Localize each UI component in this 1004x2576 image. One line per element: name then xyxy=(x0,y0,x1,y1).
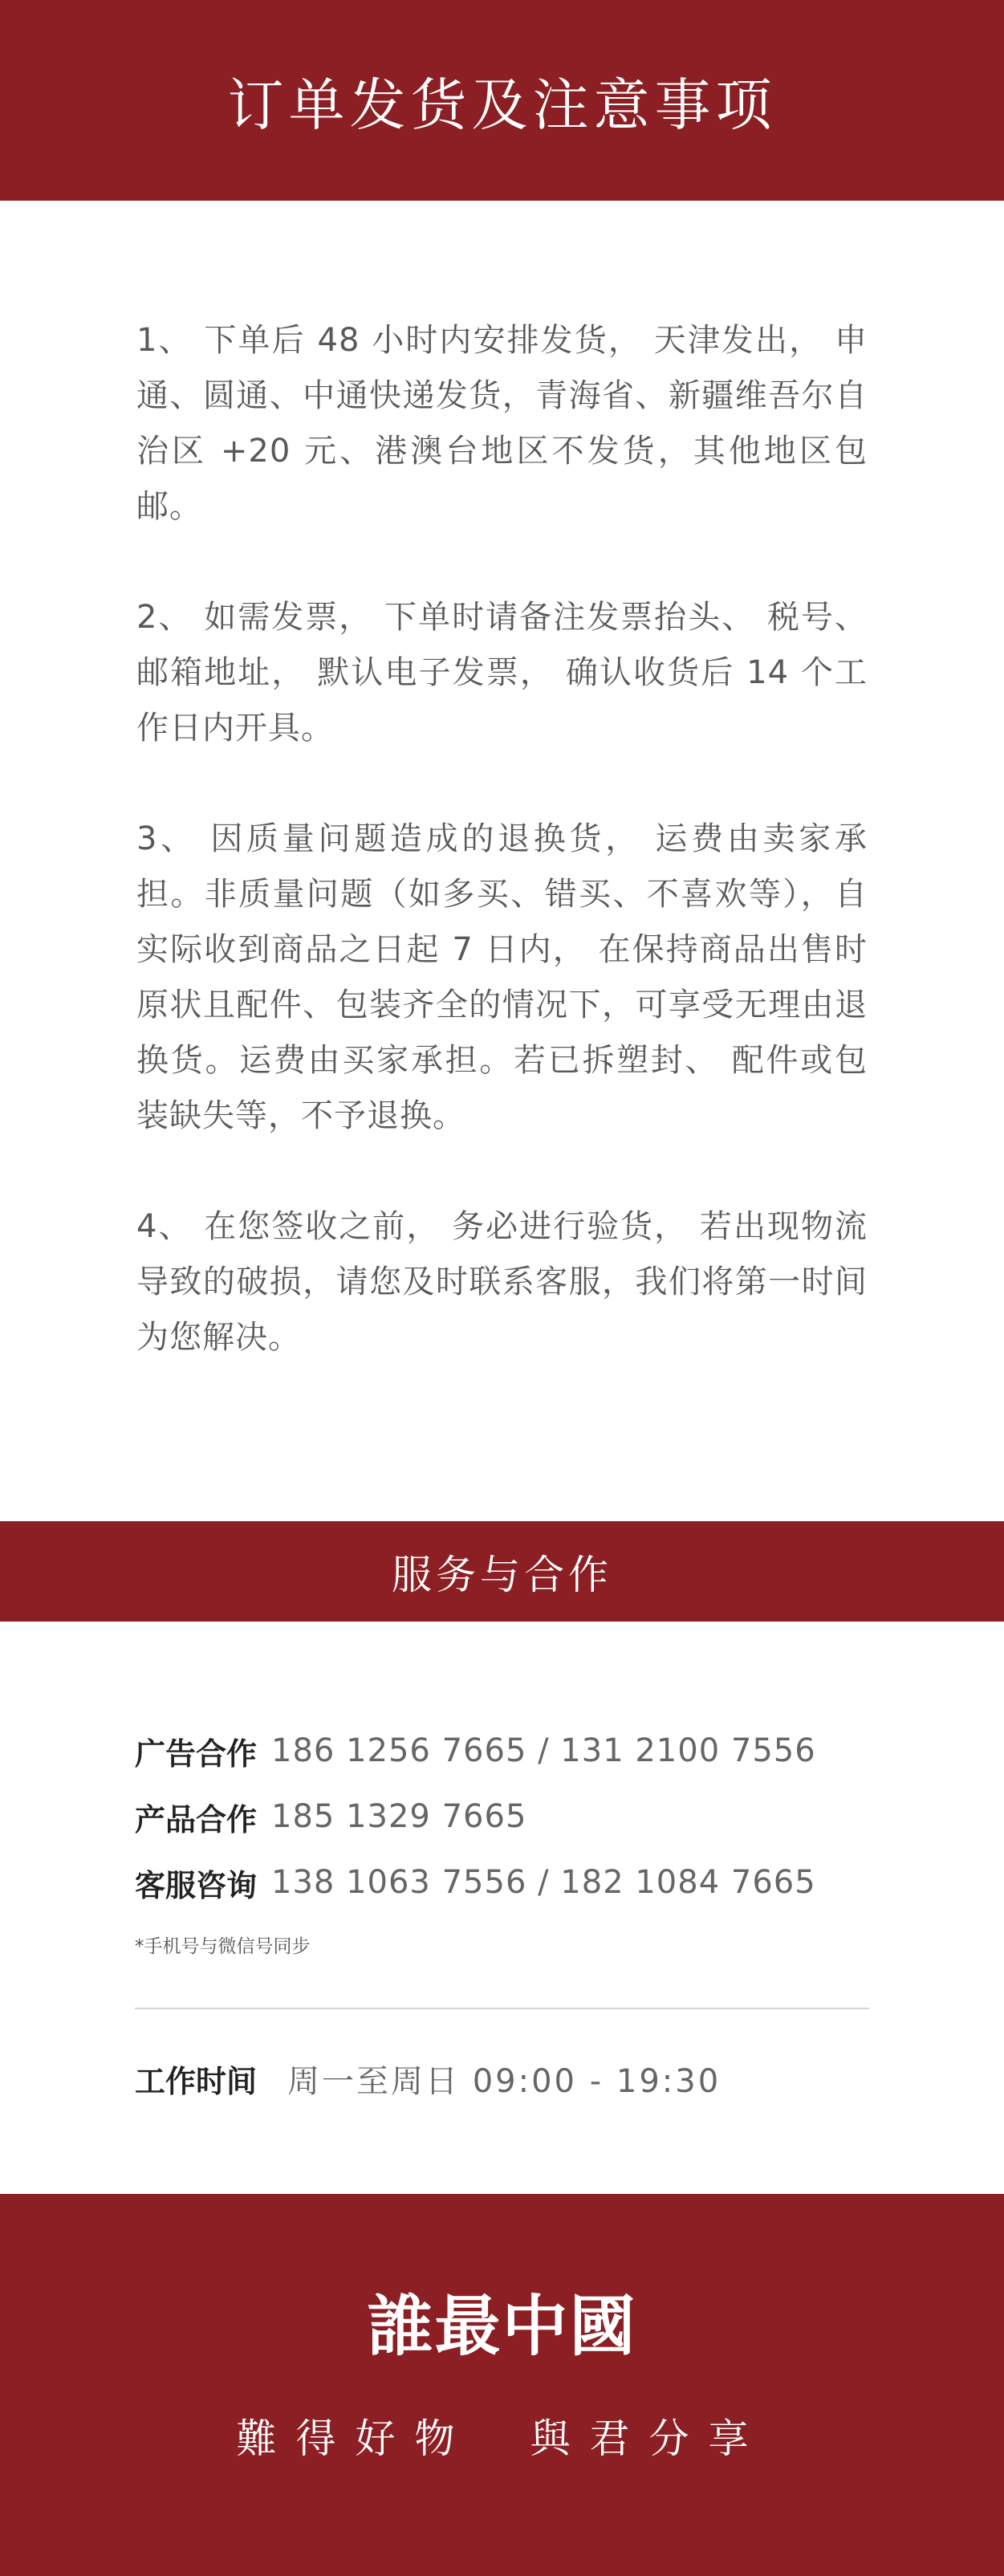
contact-row-advertising xyxy=(135,1718,869,1784)
page-title: 订单发货及注意事项 xyxy=(227,71,777,138)
notice-item: 1、 下单后 48 小时内安排发货， 天津发出， 申通、圆通、中通快递发货，青海省、新疆维吾尔自治区 +20 元、港澳台地区不发货，其他地区包邮。 xyxy=(136,322,868,525)
divider xyxy=(135,2008,869,2009)
header-banner xyxy=(0,0,1004,201)
shipping-notice xyxy=(0,201,1004,1521)
contact-label: 客服咨询 xyxy=(135,1867,258,1903)
contact-label: 产品合作 xyxy=(135,1801,258,1837)
working-hours xyxy=(135,2056,869,2102)
contact-label: 广告合作 xyxy=(135,1736,258,1772)
hours-label: 工作时间 xyxy=(135,2064,258,2099)
phone-numbers[interactable]: 185 1329 7665 xyxy=(271,1798,527,1835)
contact-row-support xyxy=(135,1850,869,1915)
wechat-sync-note: *手机号与微信号同步 xyxy=(135,1936,311,1957)
contact-section xyxy=(0,1622,1004,2194)
phone-numbers[interactable]: 186 1256 7665 / 131 2100 7556 xyxy=(271,1732,816,1769)
brand-footer xyxy=(0,2194,1004,2576)
phone-numbers[interactable]: 138 1063 7556 / 182 1084 7665 xyxy=(271,1864,816,1901)
services-title: 服务与合作 xyxy=(392,1551,612,1598)
services-banner xyxy=(0,1521,1004,1622)
hours-value: 周一至周日 09:00 - 19:30 xyxy=(287,2063,721,2100)
brand-logo-text: 誰最中國 xyxy=(367,2287,637,2365)
notice-item: 2、 如需发票， 下单时请备注发票抬头、 税号、邮箱地址， 默认电子发票， 确认收货后 14 个工作日内开具。 xyxy=(136,599,868,747)
notice-item: 4、 在您签收之前， 务必进行验货， 若出现物流导致的破损，请您及时联系客服，我们将第一时间为您解决。 xyxy=(136,1208,868,1356)
contact-row-product xyxy=(135,1784,869,1850)
brand-slogan: 難得好物 與君分享 xyxy=(236,2415,768,2462)
notice-item: 3、 因质量问题造成的退换货， 运费由卖家承担。非质量问题（如多买、错买、不喜欢等），自实际收到商品之日起 7 日内， 在保持商品出售时原状且配件、包装齐全的情况下，可享受无理由退换货。运费由买家承担。若已拆塑封、 配件或包装缺失等，不予退换。 xyxy=(136,820,868,1134)
